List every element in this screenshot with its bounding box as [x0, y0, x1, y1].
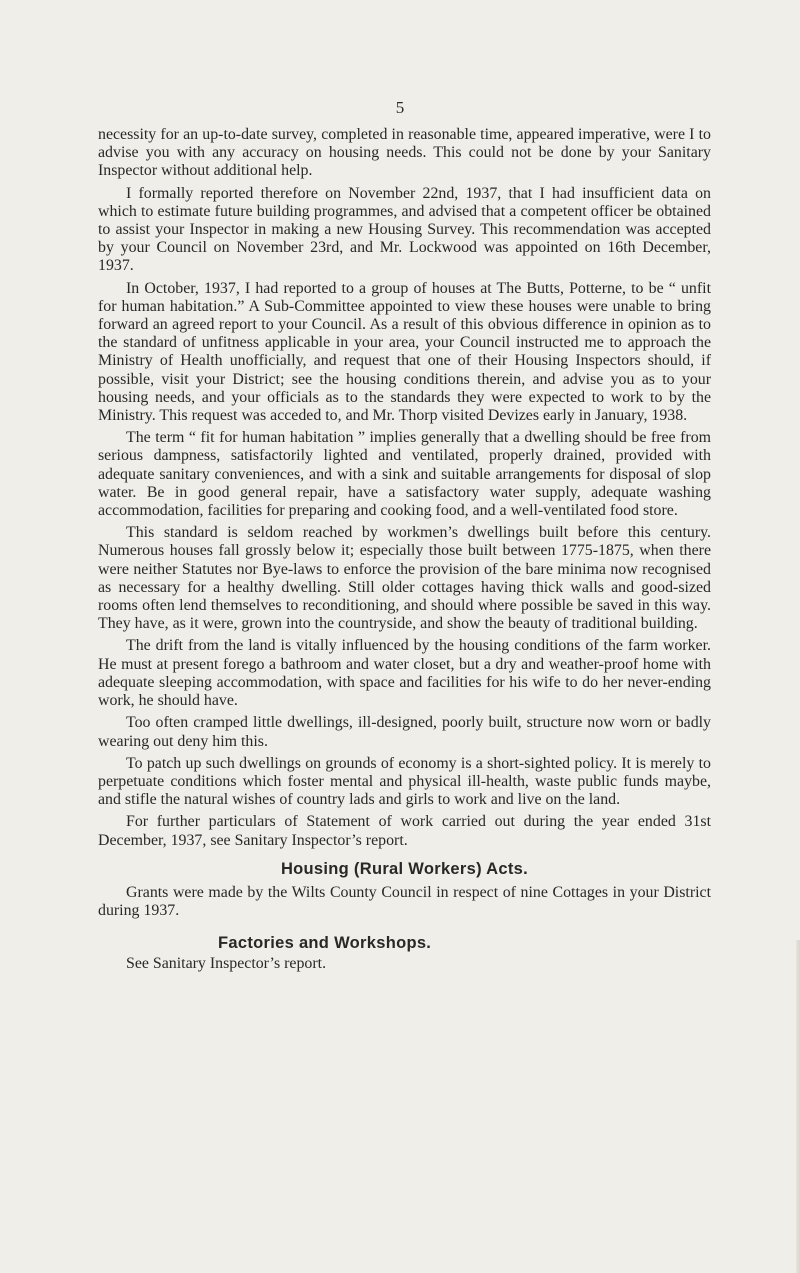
paragraph: In October, 1937, I had reported to a group of houses at The Butts, Potterne, to be “ unfit for human habitation.” A Sub-Committee appointed to view these houses were unable to bring forward an agreed report to your Council. As a result of this obvious difference in opinion as to the standard of unfitness applicable in your area, your Council instructed me to approach the Ministry of Health unofficially, and request that one of their Housing Inspectors should, if possible, visit your District; see the housing conditions therein, and advise you as to your housing needs, and your officials as to the standards they were expected to work to by the Ministry. This request was acceded to, and Mr. Thorp visited Devizes early in January, 1938. — [98, 279, 711, 425]
paragraph: The term “ fit for human habitation ” implies generally that a dwelling should be free from serious dampness, satisfactorily lighted and ventilated, properly drained, provided with adequate sanitary conveniences, and with a sink and suitable arrangements for disposal of slop water. Be in good general repair, have a satisfactory water supply, adequate washing accommodation, facilities for preparing and cooking food, and a well-ventilated food store. — [98, 429, 711, 520]
paragraph: To patch up such dwellings on grounds of economy is a short-sighted policy. It is merely to perpetuate conditions which foster mental and physical ill-health, waste public funds maybe, and stifle the natural wishes of country lads and girls to work and live on the land. — [98, 754, 711, 809]
paragraph: necessity for an up-to-date survey, completed in reasonable time, appeared imperative, were I to advise you with any accuracy on housing needs. This could not be done by your Sanitary Inspector without additional help. — [98, 126, 711, 180]
document-body — [98, 126, 711, 977]
page-edge-shadow — [796, 940, 800, 1273]
paragraph: I formally reported therefore on November 22nd, 1937, that I had insufficient data on which to estimate future building programmes, and advised that a competent officer be obtained to assist your Inspector in making a new Housing Survey. This recommendation was accepted by your Council on November 23rd, and Mr. Lockwood was appointed on 16th December, 1937. — [98, 184, 711, 275]
paragraph: This standard is seldom reached by workmen’s dwellings built before this century. Numerous houses fall grossly below it; especially those built between 1775-1875, when there were neither Statutes nor Bye-laws to enforce the provision of the bare minima now recognised as necessary for a healthy dwelling. Still older cottages having thick walls and good-sized rooms often lend themselves to reconditioning, and should where possible be saved in this way. They have, as it were, grown into the countryside, and show the beauty of traditional building. — [98, 524, 711, 633]
page-number: 5 — [395, 98, 405, 117]
paragraph: Too often cramped little dwellings, ill-designed, poorly built, structure now worn or badly wearing out deny him this. — [98, 714, 711, 750]
section-heading-factories: Factories and Workshops. — [218, 934, 432, 953]
section-text-factories: See Sanitary Inspector’s report. — [126, 954, 327, 972]
section-text-housing: Grants were made by the Wilts County Council in respect of nine Cottages in your District during 1937. — [98, 883, 711, 920]
paragraph: For further particulars of Statement of work carried out during the year ended 31st December, 1937, see Sanitary Inspector’s report. — [98, 813, 711, 849]
paragraph: The drift from the land is vitally influenced by the housing conditions of the farm worker. He must at present forego a bathroom and water closet, but a dry and weather-proof home with adequate sleeping accommodation, with space and facilities for his wife to do her never-ending work, he should have. — [98, 637, 711, 710]
section-heading-housing: Housing (Rural Workers) Acts. — [280, 859, 529, 878]
